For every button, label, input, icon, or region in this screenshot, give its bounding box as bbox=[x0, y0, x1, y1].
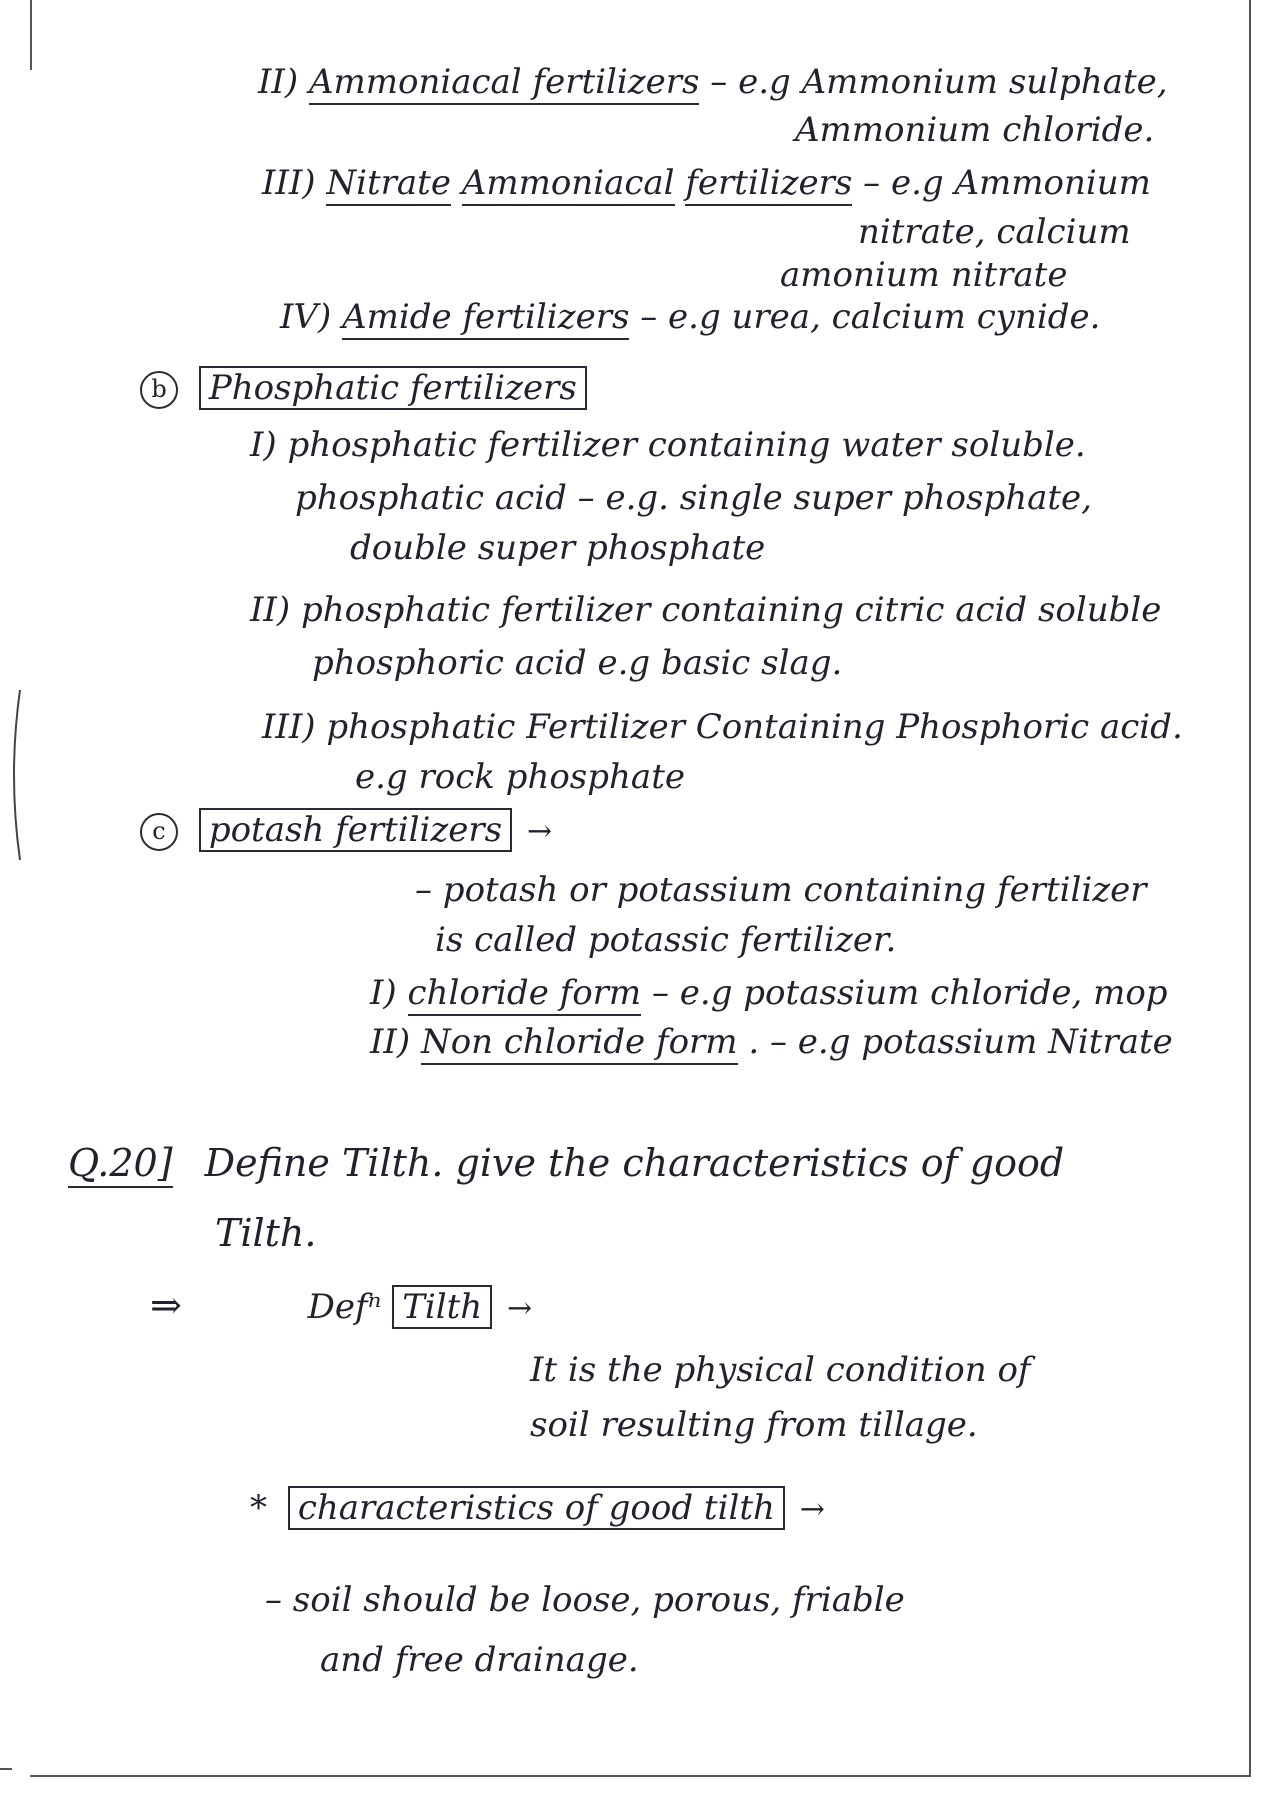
amide-heading: Amide fertilizers bbox=[342, 297, 629, 340]
question-line-1: Q.20] Define Tilth. give the characteristics of good bbox=[68, 1140, 1064, 1186]
phosphatic-i-line-1: I) phosphatic fertilizer containing water soluble. bbox=[250, 425, 1086, 465]
definition-line-1: It is the physical condition of bbox=[530, 1350, 1031, 1390]
arrow-right-icon: → bbox=[799, 1492, 825, 1527]
margin-tick bbox=[0, 1768, 12, 1770]
phosphatic-ii-line-1: II) phosphatic fertilizer containing citric acid soluble bbox=[250, 590, 1162, 630]
question-number: Q.20] bbox=[68, 1141, 173, 1188]
potash-heading: potash fertilizers bbox=[199, 808, 512, 852]
arrow-right-icon: → bbox=[507, 1291, 533, 1326]
chloride-form-heading: chloride form bbox=[408, 973, 642, 1016]
tilth-heading: Tilth bbox=[392, 1285, 492, 1329]
phosphatic-ii-line-2: phosphoric acid e.g basic slag. bbox=[312, 643, 843, 683]
ammoniacal-heading: Ammoniacal fertilizers bbox=[309, 62, 700, 105]
potash-heading-line bbox=[140, 810, 552, 852]
phosphatic-iii-line-2: e.g rock phosphate bbox=[355, 757, 685, 797]
section-marker-c: c bbox=[140, 813, 178, 851]
nitrate-ammoniacal-line-2: nitrate, calcium bbox=[858, 212, 1131, 252]
ammoniacal-line-2: Ammonium chloride. bbox=[795, 110, 1155, 150]
bottom-margin-rule bbox=[30, 1775, 1251, 1777]
question-line-2: Tilth. bbox=[215, 1211, 317, 1255]
left-margin-bracket bbox=[8, 690, 22, 860]
left-margin-rule bbox=[30, 0, 32, 70]
potash-i-line: I) chloride form – e.g potassium chloride, mop bbox=[370, 973, 1168, 1013]
amide-line: IV) Amide fertilizers – e.g urea, calcium cynide. bbox=[280, 297, 1100, 337]
phosphatic-iii-line-1: III) phosphatic Fertilizer Containing Phosphoric acid. bbox=[262, 707, 1183, 747]
characteristics-line-2: and free drainage. bbox=[320, 1640, 639, 1680]
right-margin-rule bbox=[1249, 0, 1251, 1775]
potash-ii-line: II) Non chloride form . – e.g potassium Nitrate bbox=[370, 1022, 1173, 1062]
implies-arrow-icon: ⇒ bbox=[150, 1283, 182, 1327]
non-chloride-form-heading: Non chloride form bbox=[421, 1022, 738, 1065]
phosphatic-i-line-2: phosphatic acid – e.g. single super phosphate, bbox=[295, 478, 1092, 518]
characteristics-line-1: – soil should be loose, porous, friable bbox=[265, 1580, 905, 1620]
characteristics-heading: characteristics of good tilth bbox=[288, 1486, 785, 1530]
nitrate-ammoniacal-line-1: III) Nitrate Ammoniacal fertilizers – e.g Ammonium bbox=[262, 163, 1151, 203]
definition-line-2: soil resulting from tillage. bbox=[530, 1405, 978, 1445]
arrow-right-icon: → bbox=[526, 814, 553, 849]
characteristics-heading-line bbox=[250, 1488, 825, 1530]
section-marker-b: b bbox=[140, 371, 178, 409]
potash-desc-2: is called potassic fertilizer. bbox=[435, 920, 897, 960]
definition-heading-line: ⇒ Defⁿ Tilth → bbox=[150, 1283, 533, 1327]
nitrate-ammoniacal-line-3: amonium nitrate bbox=[780, 255, 1068, 295]
asterisk-icon: * bbox=[250, 1488, 267, 1528]
potash-desc-1: – potash or potassium containing fertilizer bbox=[415, 870, 1147, 910]
phosphatic-i-line-3: double super phosphate bbox=[350, 528, 766, 568]
phosphatic-heading: Phosphatic fertilizers bbox=[199, 366, 587, 410]
phosphatic-heading-line bbox=[140, 368, 587, 409]
ammoniacal-line-1: II) Ammoniacal fertilizers – e.g Ammonium sulphate, bbox=[258, 62, 1168, 102]
